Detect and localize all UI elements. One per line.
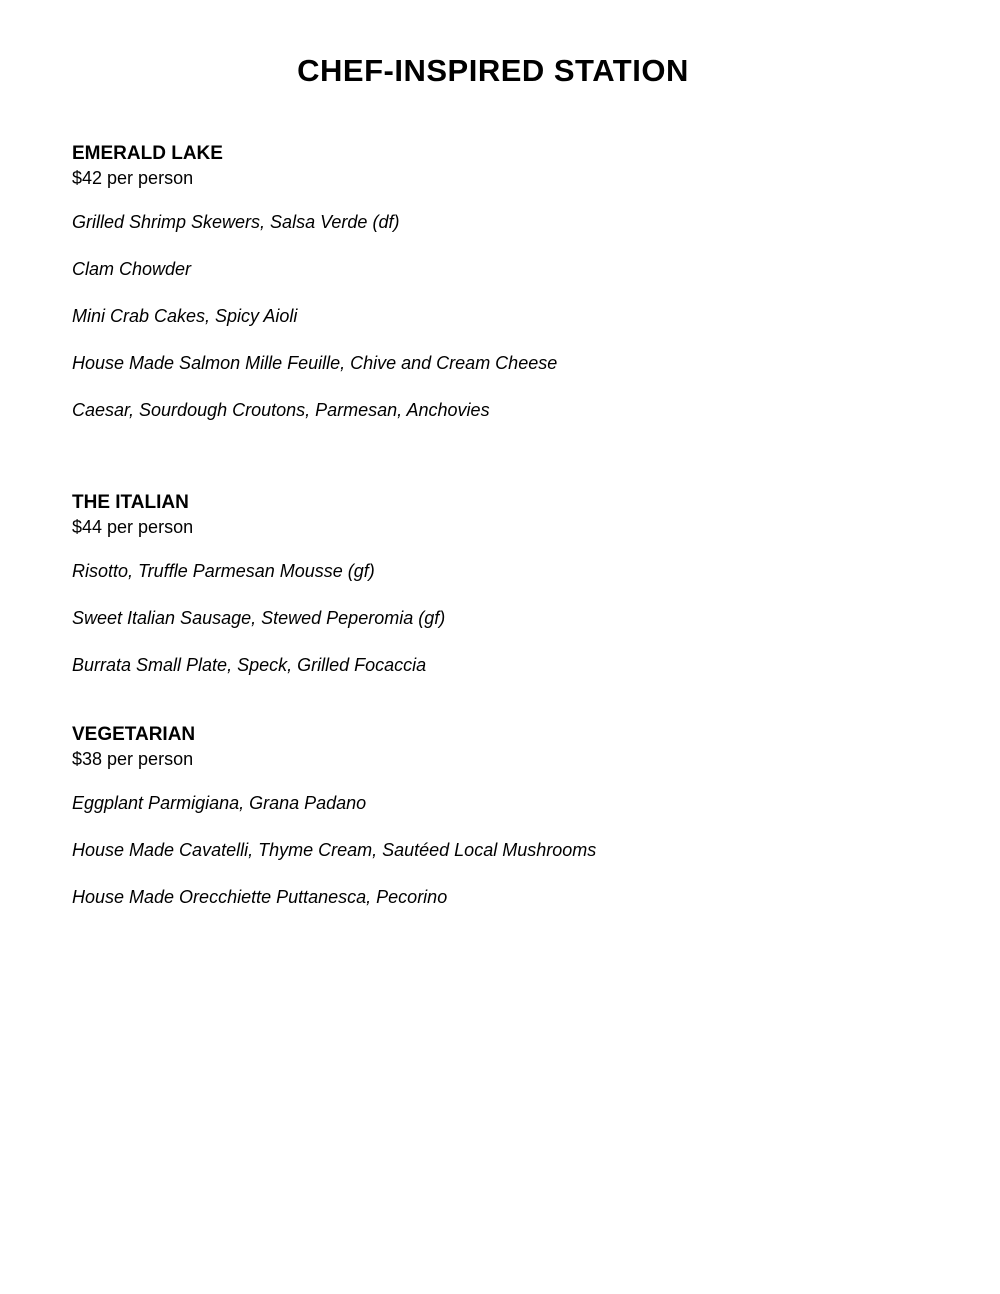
- menu-item: House Made Orecchiette Puttanesca, Pecorino: [72, 887, 448, 907]
- menu-item: House Made Salmon Mille Feuille, Chive and Cream Cheese: [72, 353, 558, 373]
- page-title: CHEF-INSPIRED STATION: [297, 53, 689, 88]
- menu-section-vegetarian: [72, 723, 928, 909]
- menu-section-the-italian: [72, 491, 928, 677]
- menu-section-emerald-lake: [72, 142, 928, 422]
- menu-item: Grilled Shrimp Skewers, Salsa Verde (df): [72, 212, 400, 232]
- section-price: $38 per person: [72, 749, 194, 769]
- menu-item: Mini Crab Cakes, Spicy Aioli: [72, 306, 298, 326]
- section-heading: THE ITALIAN: [72, 492, 189, 513]
- menu-item: Caesar, Sourdough Croutons, Parmesan, Anchovies: [72, 400, 490, 420]
- section-price: $42 per person: [72, 168, 194, 188]
- section-heading: EMERALD LAKE: [72, 143, 223, 164]
- section-heading: VEGETARIAN: [72, 724, 196, 745]
- menu-item: Eggplant Parmigiana, Grana Padano: [72, 793, 367, 813]
- menu-item: Clam Chowder: [72, 259, 192, 279]
- menu-item: Burrata Small Plate, Speck, Grilled Focaccia: [72, 655, 427, 675]
- menu-item: House Made Cavatelli, Thyme Cream, Sautéed Local Mushrooms: [72, 840, 597, 860]
- section-price: $44 per person: [72, 517, 194, 537]
- menu-item: Sweet Italian Sausage, Stewed Peperomia (gf): [72, 608, 446, 628]
- menu-item: Risotto, Truffle Parmesan Mousse (gf): [72, 561, 375, 581]
